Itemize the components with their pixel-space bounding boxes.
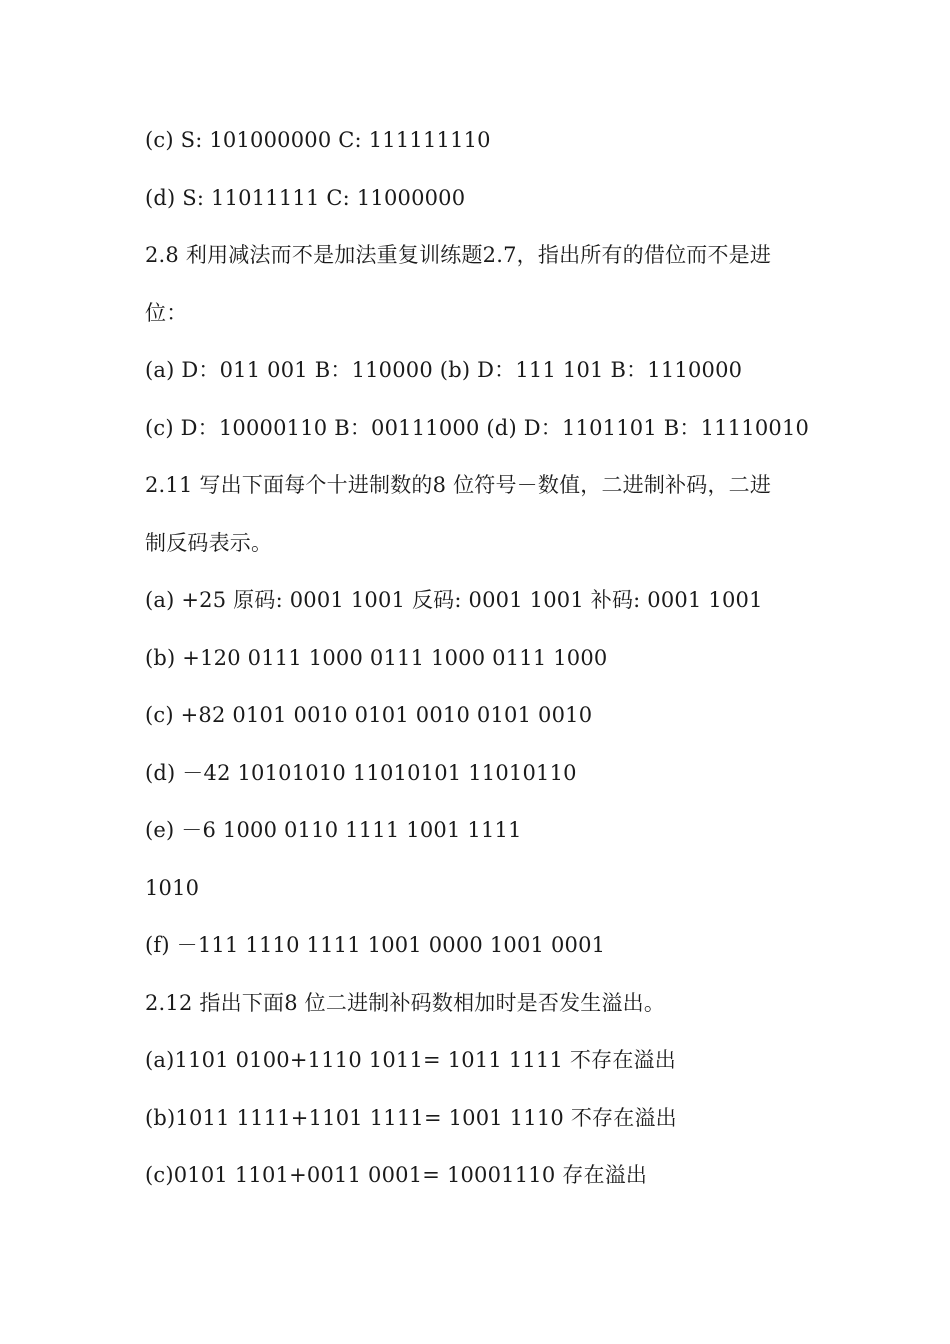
text-line: (b) +120 0111 1000 0111 1000 0111 1000 — [145, 645, 608, 670]
text-line: 制反码表示。 — [145, 530, 273, 555]
text-line: (a) +25 原码: 0001 1001 反码: 0001 1001 补码: 0001 1001 — [145, 588, 763, 612]
text-line: (d) －42 10101010 11010101 11010110 — [145, 760, 577, 785]
text-line: (c) D：10000110 B：00111000 (d) D：1101101 B：11110010 — [145, 415, 810, 440]
text-line: 2.11 写出下面每个十进制数的8 位符号－数值，二进制补码，二进 — [145, 473, 772, 497]
text-line: 2.8 利用减法而不是加法重复训练题2.7，指出所有的借位而不是进 — [145, 243, 772, 267]
text-line: (e) －6 1000 0110 1111 1001 1111 — [145, 818, 522, 842]
text-line: (a) D：011 001 B：110000 (b) D：111 101 B：1110000 — [145, 358, 743, 382]
text-line: (c)0101 1101+0011 0001= 10001110 存在溢出 — [145, 1163, 648, 1187]
document-body — [145, 112, 825, 1205]
text-line: 2.12 指出下面8 位二进制补码数相加时是否发生溢出。 — [145, 990, 666, 1015]
text-line: 1010 — [145, 875, 200, 900]
text-line: 位： — [145, 300, 188, 325]
text-line: (a)1101 0100+1110 1011= 1011 1111 不存在溢出 — [145, 1048, 676, 1072]
text-line: (f) －111 1110 1111 1001 0000 1001 0001 — [145, 933, 606, 957]
text-line: (c) +82 0101 0010 0101 0010 0101 0010 — [145, 703, 593, 727]
text-line: (c) S: 101000000 C: 111111110 — [145, 128, 491, 152]
text-line: (b)1011 1111+1101 1111= 1001 1110 不存在溢出 — [145, 1105, 677, 1130]
text-line: (d) S: 11011111 C: 11000000 — [145, 185, 466, 210]
